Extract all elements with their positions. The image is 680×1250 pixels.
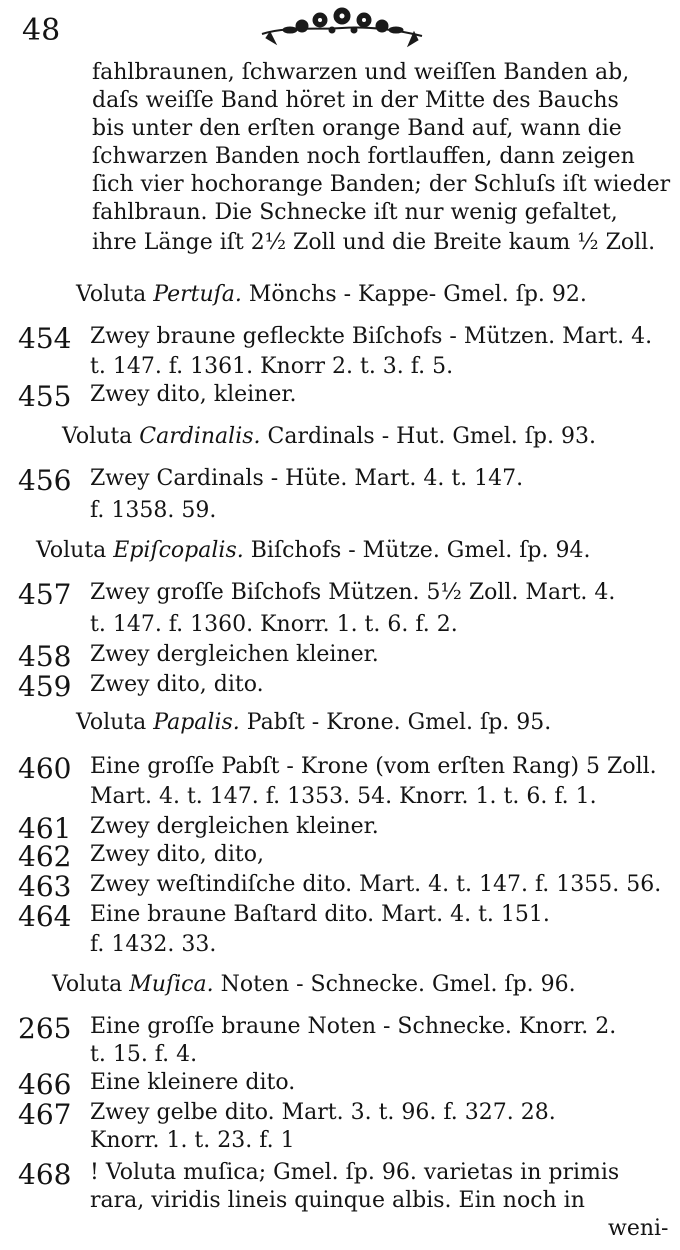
- entry-number: 459: [18, 670, 72, 703]
- entry-line: Zwey dito, dito.: [90, 672, 264, 697]
- genus-name: Voluta: [36, 538, 107, 563]
- entry-line: rara, viridis lineis quinque albis. Ein noch in: [90, 1188, 585, 1213]
- intro-line: fahlbraun. Die Schnecke iſt nur wenig gefaltet,: [92, 200, 618, 225]
- entry-line: Zwey dergleichen kleiner.: [90, 814, 379, 839]
- entry-number: 467: [18, 1098, 72, 1131]
- heading-rest: Pabſt - Krone. Gmel. ſp. 95.: [246, 710, 552, 735]
- entry-line: ! Voluta muſica; Gmel. ſp. 96. varietas in primis: [90, 1160, 620, 1185]
- entry-line: Eine groſſe braune Noten - Schnecke. Knorr. 2.: [90, 1014, 617, 1039]
- entry-line: Zwey weſtindiſche dito. Mart. 4. t. 147. f. 1355. 56.: [90, 872, 662, 897]
- entry-line: t. 15. f. 4.: [90, 1042, 198, 1067]
- entry-number: 462: [18, 840, 72, 873]
- species-heading: [52, 972, 576, 998]
- entry-number: 457: [18, 578, 72, 611]
- genus-name: Voluta: [76, 282, 147, 307]
- entry-number: 460: [18, 752, 72, 785]
- genus-name: Voluta: [62, 424, 133, 449]
- entry-number: 461: [18, 812, 72, 845]
- species-heading: [76, 710, 551, 736]
- entry-number: 466: [18, 1068, 72, 1101]
- species-heading: [62, 424, 596, 450]
- entry-line: Zwey braune gefleckte Biſchofs - Mützen. Mart. 4.: [90, 324, 653, 349]
- entry-number: 454: [18, 322, 72, 355]
- entry-line: f. 1432. 33.: [90, 932, 217, 957]
- entry-line: Zwey Cardinals - Hüte. Mart. 4. t. 147.: [90, 466, 524, 491]
- species-name: Pertuſa.: [153, 282, 242, 307]
- species-name: Muſica.: [129, 972, 214, 997]
- intro-line: ihre Länge iſt 2½ Zoll und die Breite kaum ½ Zoll.: [92, 230, 656, 255]
- heading-rest: Mönchs - Kappe- Gmel. ſp. 92.: [248, 282, 587, 307]
- entry-line: Eine groſſe Pabſt - Krone (vom erſten Rang) 5 Zoll.: [90, 754, 657, 779]
- species-name: Epiſcopalis.: [113, 538, 244, 563]
- entry-number: 265: [18, 1012, 72, 1045]
- species-name: Cardinalis.: [139, 424, 261, 449]
- intro-line: daſs weiſſe Band höret in der Mitte des Bauchs: [92, 88, 619, 113]
- entry-number: 458: [18, 640, 72, 673]
- entry-number: 463: [18, 870, 72, 903]
- entry-line: Zwey groſſe Biſchofs Mützen. 5½ Zoll. Mart. 4.: [90, 580, 616, 605]
- entry-line: Zwey dito, kleiner.: [90, 382, 297, 407]
- genus-name: Voluta: [52, 972, 123, 997]
- entry-line: Eine braune Baſtard dito. Mart. 4. t. 151.: [90, 902, 550, 927]
- heading-rest: Noten - Schnecke. Gmel. ſp. 96.: [220, 972, 576, 997]
- heading-rest: Cardinals - Hut. Gmel. ſp. 93.: [267, 424, 596, 449]
- entry-line: t. 147. f. 1360. Knorr. 1. t. 6. f. 2.: [90, 612, 458, 637]
- entry-line: f. 1358. 59.: [90, 498, 217, 523]
- entry-line: Zwey dergleichen kleiner.: [90, 642, 379, 667]
- entry-line: Zwey dito, dito,: [90, 842, 264, 867]
- entry-line: t. 147. f. 1361. Knorr 2. t. 3. f. 5.: [90, 354, 454, 379]
- species-name: Papalis.: [153, 710, 240, 735]
- genus-name: Voluta: [76, 710, 147, 735]
- species-heading: [76, 282, 587, 308]
- entry-number: 464: [18, 900, 72, 933]
- intro-line: ſchwarzen Banden noch fortlauffen, dann zeigen: [92, 144, 635, 169]
- catchword: weni-: [608, 1216, 669, 1241]
- entry-number: 456: [18, 464, 72, 497]
- entry-number: 455: [18, 380, 72, 413]
- entry-line: Zwey gelbe dito. Mart. 3. t. 96. f. 327. 28.: [90, 1100, 556, 1125]
- floral-vignette-icon: [256, 4, 428, 48]
- species-heading: [36, 538, 590, 564]
- intro-line: ſich vier hochorange Banden; der Schluſs iſt wieder: [92, 172, 671, 197]
- entry-line: Mart. 4. t. 147. f. 1353. 54. Knorr. 1. t. 6. f. 1.: [90, 784, 597, 809]
- entry-number: 468: [18, 1158, 72, 1191]
- page-number: 48: [22, 13, 61, 48]
- intro-line: bis unter den erſten orange Band auf, wann die: [92, 116, 622, 141]
- intro-line: fahlbraunen, ſchwarzen und weiſſen Banden ab,: [92, 60, 630, 85]
- entry-line: Eine kleinere dito.: [90, 1070, 296, 1095]
- entry-line: Knorr. 1. t. 23. f. 1: [90, 1128, 295, 1153]
- heading-rest: Biſchofs - Mütze. Gmel. ſp. 94.: [250, 538, 591, 563]
